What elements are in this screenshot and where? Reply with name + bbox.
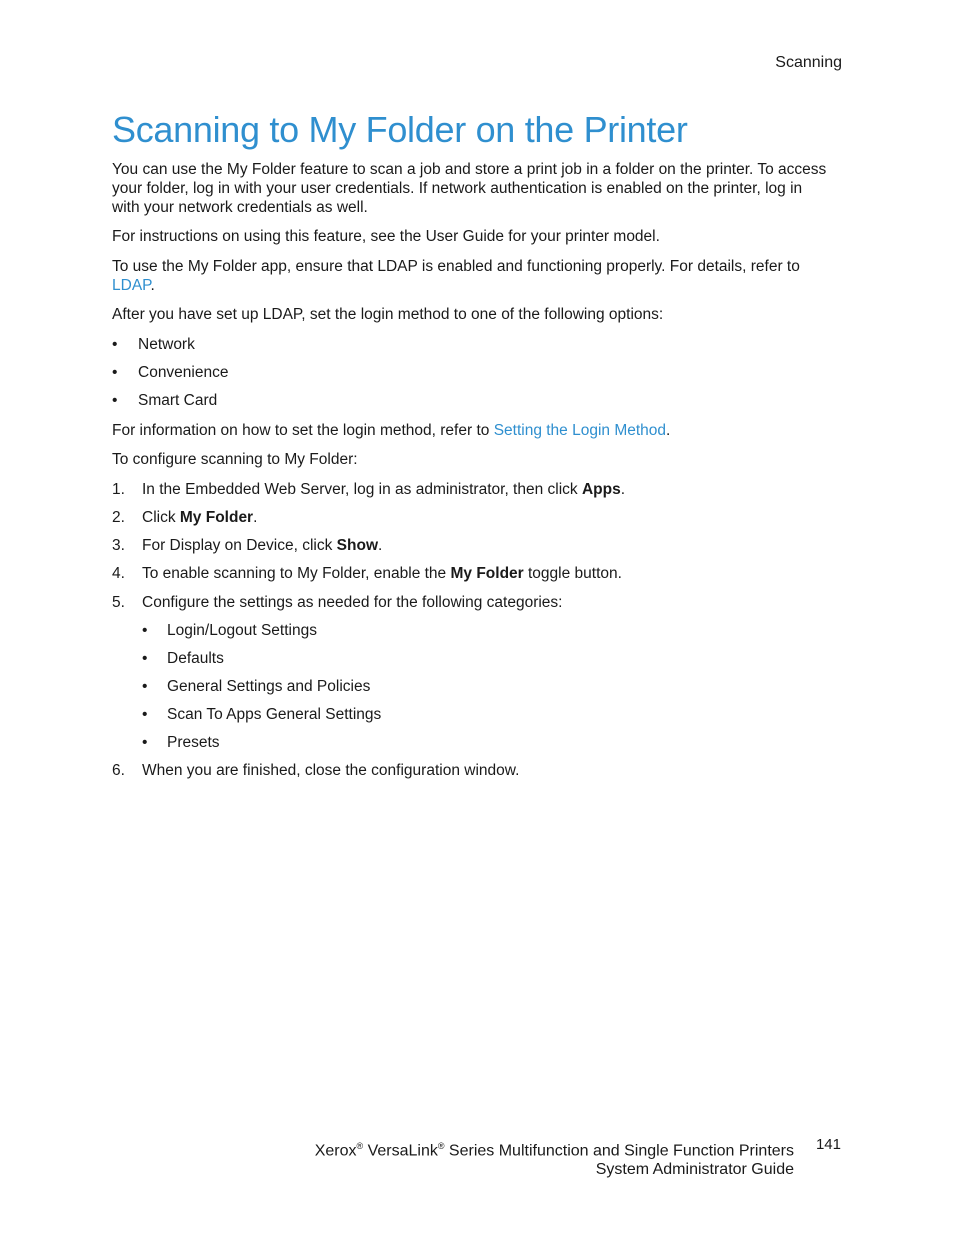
- paragraph-login-method-intro: After you have set up LDAP, set the login method to one of the following options:: [112, 306, 664, 323]
- steps-list: 1. In the Embedded Web Server, log in as administrator, then click Apps. 2. Click My Folder. 3. For Display on Device, click Show. 4. To enable scanning to My Folder, enable the My Folder toggle button. 5. Configure the settings as needed for the following categories: • Login/Logout Settings • Defaults • General Settings and Policies • Scan To Apps General Settings • Presets 6. When you are finished, close the configuration window.: [112, 481, 626, 779]
- running-header: Scanning: [775, 54, 842, 71]
- setting-login-method-link[interactable]: Setting the Login Method: [493, 422, 667, 439]
- footer-line-2: System Administrator Guide: [595, 1161, 794, 1179]
- footer-line-1: Xerox® VersaLink® Series Multifunction and Single Function Printers: [314, 1141, 794, 1160]
- paragraph-configure-intro: To configure scanning to My Folder:: [112, 451, 358, 468]
- page-number: 141: [815, 1136, 841, 1153]
- footer-guide-title: [315, 1137, 794, 1179]
- ldap-link[interactable]: LDAP: [112, 277, 151, 294]
- bullet-icon: •: [112, 392, 118, 409]
- paragraph-instructions: For instructions on using this feature, see the User Guide for your printer model.: [112, 228, 660, 245]
- login-options-list: • Network • Convenience • Smart Card: [112, 336, 229, 409]
- paragraph-login-method-ref: For information on how to set the login method, refer to Setting the Login Method.: [112, 422, 671, 439]
- page-title: Scanning to My Folder on the Printer: [112, 109, 688, 150]
- paragraph-my-folder-feature: You can use the My Folder feature to scan a job and store a print job in a folder on the printer. To access your folder, log in with your user credentials. If network authentication is enabled on the printer, log in with your network credentials as well.: [112, 161, 827, 216]
- bullet-icon: •: [142, 706, 148, 723]
- bullet-icon: •: [142, 734, 148, 751]
- bullet-icon: •: [112, 336, 118, 353]
- bullet-icon: •: [142, 650, 148, 667]
- intro-paragraph: [112, 160, 832, 217]
- bullet-icon: •: [112, 364, 118, 381]
- bullet-icon: •: [142, 622, 148, 639]
- paragraph-ldap: To use the My Folder app, ensure that LDAP is enabled and functioning properly. For details, refer to LDAP.: [112, 258, 800, 294]
- bullet-icon: •: [142, 678, 148, 695]
